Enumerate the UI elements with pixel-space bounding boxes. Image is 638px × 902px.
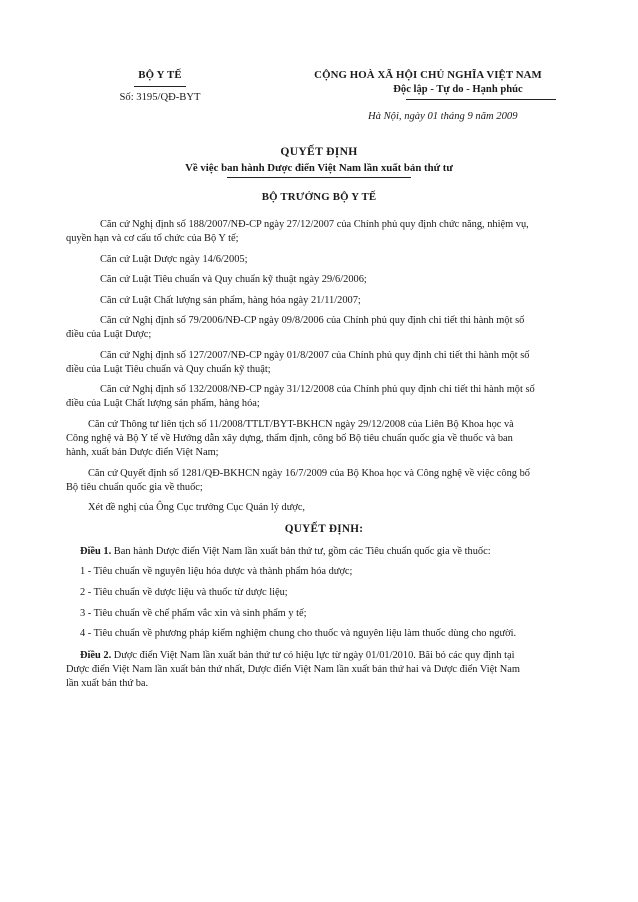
article-1-item: 4 - Tiêu chuẩn về phương pháp kiểm nghiệm chung cho thuốc và nguyên liệu làm thuốc dùng cho người.	[80, 628, 517, 640]
article-2-line: lần xuất bản thứ ba.	[66, 678, 149, 690]
preamble-paragraph	[66, 294, 582, 308]
issuer-block	[70, 68, 250, 105]
preamble-line: quyền hạn và cơ cấu tổ chức của Bộ Y tế;	[66, 233, 239, 245]
proposal-paragraph: Xét đề nghị của Ông Cục trưởng Cục Quản lý dược,	[88, 502, 306, 514]
circular-line: Căn cứ Thông tư liên tịch số 11/2008/TTLT/BYT-BKHCN ngày 29/12/2008 của Liên Bộ Khoa học và	[88, 419, 514, 431]
national-title: CỘNG HOÀ XÃ HỘI CHỦ NGHĨA VIỆT NAM	[314, 69, 542, 81]
circular-paragraph	[66, 418, 582, 460]
preamble-line: Căn cứ Nghị định số 127/2007/NĐ-CP ngày 01/8/2007 của Chính phủ quy định chi tiết thi hành một số	[100, 349, 530, 361]
ministry-underline	[134, 86, 186, 87]
article-1-item: 1 - Tiêu chuẩn về nguyên liệu hóa dược và thành phẩm hóa dược;	[80, 566, 353, 578]
preamble-line: Căn cứ Nghị định số 188/2007/NĐ-CP ngày 27/12/2007 của Chính phủ quy định chức năng, nhiệm vụ,	[100, 219, 529, 230]
preamble-line: điều của Luật Tiêu chuẩn và Quy chuẩn kỹ thuật;	[66, 363, 271, 375]
national-motto-block	[268, 68, 588, 100]
document-number: Số: 3195/QĐ-BYT	[119, 91, 201, 103]
decides-heading: QUYẾT ĐỊNH:	[284, 522, 364, 535]
document-type: QUYẾT ĐỊNH	[280, 145, 358, 158]
preamble-paragraph	[66, 314, 582, 342]
article-1-label: Điều 1.	[80, 545, 112, 557]
motto-underline	[406, 99, 556, 100]
title-block	[0, 144, 638, 178]
article-2-line: Dược điển Việt Nam lần xuất bản thứ nhất, Dược điển Việt Nam lần xuất bản thứ hai và Dược điển Việt Nam	[66, 664, 520, 676]
preamble-line: Căn cứ Luật Tiêu chuẩn và Quy chuẩn kỹ thuật ngày 29/6/2006;	[100, 274, 367, 286]
article-2-label: Điều 2.	[80, 650, 112, 662]
preamble-line: điều của Luật Dược;	[66, 329, 152, 341]
preamble-paragraph	[66, 273, 582, 287]
preamble-line: điều của Luật Chất lượng sản phẩm, hàng hóa;	[66, 398, 260, 410]
preamble-line: Căn cứ Luật Chất lượng sản phẩm, hàng hóa ngày 21/11/2007;	[100, 294, 361, 306]
decision-1281-line: Căn cứ Quyết định số 1281/QĐ-BKHCN ngày 16/7/2009 của Bộ Khoa học và Công nghệ về việc công bố	[88, 467, 530, 479]
preamble-paragraph	[66, 349, 582, 377]
circular-line: Công nghệ và Bộ Y tế về Hướng dẫn xây dựng, thẩm định, công bố Bộ tiêu chuẩn quốc gia về thuốc và ban	[66, 433, 513, 445]
circular-line: hành, xuất bản Dược điển Việt Nam;	[66, 447, 219, 459]
date-line: Hà Nội, ngày 01 tháng 9 năm 2009	[368, 111, 518, 122]
national-motto: Độc lập - Tự do - Hạnh phúc	[393, 83, 523, 95]
decision-1281-paragraph	[66, 467, 582, 495]
preamble-paragraph	[66, 218, 582, 246]
preamble-line: Căn cứ Nghị định số 79/2006/NĐ-CP ngày 09/8/2006 của Chính phủ quy định chi tiết thi hành một số	[100, 315, 525, 327]
preamble-paragraph	[66, 253, 582, 267]
document-body	[66, 218, 582, 698]
article-1-item: 2 - Tiêu chuẩn về dược liệu và thuốc từ dược liệu;	[80, 587, 288, 598]
preamble-paragraph	[66, 383, 582, 411]
ministry-name: BỘ Y TẾ	[138, 69, 182, 81]
article-2	[66, 649, 582, 691]
article-1-item: 3 - Tiêu chuẩn về chế phẩm vắc xin và sinh phẩm y tế;	[80, 607, 307, 619]
document-subject: Về việc ban hành Dược điển Việt Nam lần xuất bản thứ tư	[185, 161, 453, 174]
preamble-line: Căn cứ Luật Dược ngày 14/6/2005;	[100, 253, 248, 265]
article-1	[66, 545, 582, 559]
article-2-text: Dược điển Việt Nam lần xuất bản thứ tư có hiệu lực từ ngày 01/01/2010. Bãi bỏ các quy định tại	[113, 650, 515, 662]
issuing-authority: BỘ TRƯỞNG BỘ Y TẾ	[261, 191, 377, 203]
article-2-line	[66, 649, 582, 663]
decision-1281-line: Bộ tiêu chuẩn quốc gia về thuốc;	[66, 481, 203, 493]
title-underline	[227, 177, 411, 178]
preamble-line: Căn cứ Nghị định số 132/2008/NĐ-CP ngày 31/12/2008 của Chính phủ quy định chi tiết thi hành một số	[100, 384, 535, 396]
article-1-text: Ban hành Dược điển Việt Nam lần xuất bản thứ tư, gồm các Tiêu chuẩn quốc gia về thuốc:	[113, 545, 491, 557]
